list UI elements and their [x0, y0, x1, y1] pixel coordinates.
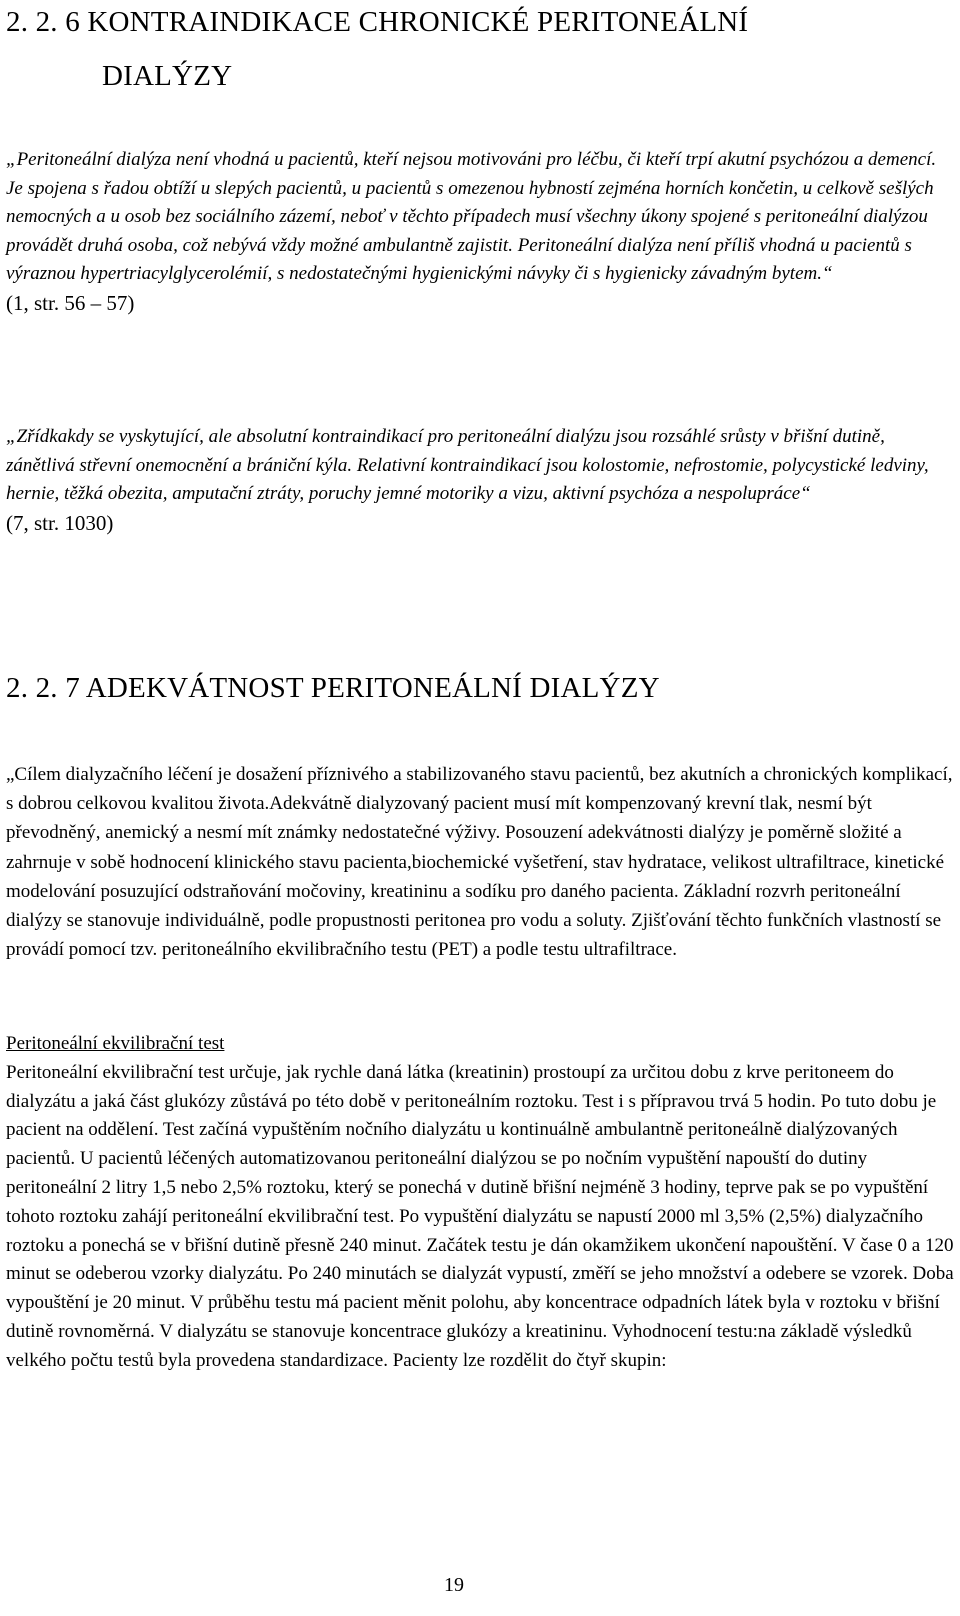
quote-block-contraindications [6, 146, 954, 319]
quote-paragraph-2: „Zřídkakdy se vyskytující, ale absolutní kontraindikací pro peritoneální dialýzu jsou rozsáhlé srůsty v břišní dutině, zánětlivá střevní onemocnění a brániční kýla. Relativní kontraindikací jsou kolostomie, nefrostomie, polycystické ledviny, hernie, těžká obezita, amputační ztráty, poruchy jemné motoriky a vizu, aktivní psychóza a nespolupráce“ [6, 426, 929, 504]
paragraph-adequacy [6, 760, 954, 964]
pet-section [6, 1030, 954, 1376]
section-heading-line1: 2. 2. 6 KONTRAINDIKACE CHRONICKÉ PERITONEÁLNÍ [6, 6, 749, 38]
quote-block-absolute-contraindications [6, 423, 954, 539]
pet-subheading: Peritoneální ekvilibrační test [6, 1033, 225, 1054]
section-heading-2-2-7: 2. 2. 7 ADEKVÁTNOST PERITONEÁLNÍ DIALÝZY [6, 672, 660, 704]
section-heading-2-2-6 [6, 4, 748, 94]
citation-2: (7, str. 1030) [6, 510, 114, 535]
adequacy-text: „Cílem dialyzačního léčení je dosažení příznivého a stabilizovaného stavu pacientů, bez akutních a chronických komplikací, s dobrou celkovou kvalitou života.Adekvátně dialyzovaný pacient musí mít kompenzovaný krevní tlak, nesmí být převodněný, anemický a nesmí mít známky nedostatečné výživy. Posouzení adekvátnosti dialýzy je poměrně složité a zahrnuje v sobě hodnocení klinického stavu pacienta,biochemické vyšetření, stav hydratace, velikost ultrafiltrace, kinetické modelování posuzující odstraňování močoviny, kreatininu a sodíku pro daného pacienta. Základní rozvrh peritoneální dialýzy se stanovuje individuálně, podle propustnosti peritonea pro vodu a soluty. Zjišťování těchto funkčních vlastností se provádí pomocí tzv. peritoneálního ekvilibračního testu (PET) a podle testu ultrafiltrace. [6, 764, 953, 961]
section-heading-line2: DIALÝZY [102, 60, 233, 92]
citation-1: (1, str. 56 – 57) [6, 290, 135, 315]
page-number: 19 [444, 1574, 464, 1596]
quote-paragraph-1: „Peritoneální dialýza není vhodná u pacientů, kteří nejsou motivováni pro léčbu, či kteří trpí akutní psychózou a demencí. Je spojena s řadou obtíží u slepých pacientů, u pacientů s omezenou hybností zejména horních končetin, u celkově sešlých nemocných a u osob bez sociálního zázemí, neboť v těchto případech musí všechny úkony spojené s peritoneální dialýzou provádět druhá osoba, což nebývá vždy možné ambulantně zajistit. Peritoneální dialýza není příliš vhodná u pacientů s výraznou hypertriacylglycerolémií, s nedostatečnými hygienickými návyky či s hygienicky závadným bytem.“ [6, 149, 937, 284]
pet-paragraph: Peritoneální ekvilibrační test určuje, jak rychle daná látka (kreatinin) prostoupí za určitou dobu z krve peritoneem do dialyzátu a jaká část glukózy zůstává po této době v peritoneálním roztoku. Test i s přípravou trvá 5 hodin. Po tuto dobu je pacient na oddělení. Test začíná vypuštěním nočního dialyzátu u kontinuálně ambulantně peritoneálně dialýzovaných pacientů. U pacientů léčených automatizovanou peritoneální dialýzou se po nočním vypuštění napouští do dutiny peritoneální 2 litry 1,5 nebo 2,5% roztoku, který se ponechá v dutině břišní nejméně 3 hodiny, teprve pak se po vypuštění tohoto roztoku zahájí peritoneální ekvilibrační test. Po vypuštění dialyzátu se napustí 2000 ml 3,5% (2,5%) dialyzačního roztoku a ponechá se v břišní dutině přesně 240 minut. Začátek testu je dán okamžikem ukončení napouštění. V čase 0 a 120 minut se odeberou vzorky dialyzátu. Po 240 minutách se dialyzát vypustí, změří se jeho množství a odebere se vzorek. Doba vypouštění je 20 minut. V průběhu testu má pacient měnit polohu, aby koncentrace odpadních látek byla v roztoku v břišní dutině rovnoměrná. V dialyzátu se stanovuje koncentrace glukózy a kreatininu. Vyhodnocení testu:na základě výsledků velkého počtu testů byla provedena standardizace. Pacienty lze rozdělit do čtyř skupin: [6, 1061, 954, 1371]
